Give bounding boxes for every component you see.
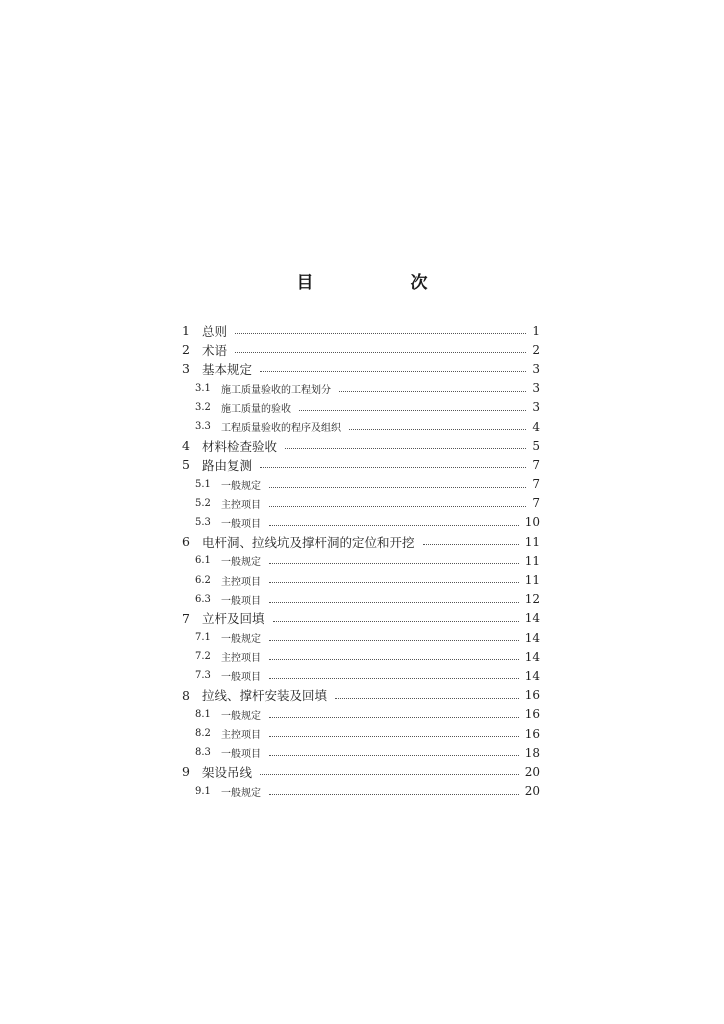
toc-entry-label: 一般项目 [221, 672, 261, 684]
toc-entry-number: 5.2 [195, 497, 211, 509]
toc-entry-label: 一般规定 [221, 787, 261, 799]
table-of-contents [0, 321, 724, 801]
toc-dot-leader [269, 659, 519, 660]
toc-chapter-entry[interactable] [0, 321, 724, 340]
toc-entry-label: 拉线、撑杆安装及回填 [202, 688, 328, 704]
toc-entry-label: 电杆洞、拉线坑及撑杆洞的定位和开挖 [202, 534, 415, 550]
toc-dot-leader [269, 640, 519, 641]
toc-section-entry[interactable] [0, 743, 724, 762]
toc-entry-number: 7.2 [195, 651, 211, 663]
toc-dot-leader [423, 544, 519, 545]
toc-dot-leader [269, 525, 519, 526]
toc-dot-leader [285, 448, 526, 449]
toc-section-entry[interactable] [0, 398, 724, 417]
toc-chapter-entry[interactable] [0, 762, 724, 781]
toc-entry-number: 1 [182, 323, 190, 339]
page-title: 目 次 [296, 273, 468, 293]
toc-dot-leader [269, 736, 519, 737]
toc-entry-number: 3.3 [195, 421, 211, 433]
toc-entry-number: 9.1 [195, 785, 211, 797]
toc-entry-number: 3.1 [195, 382, 211, 394]
toc-entry-label: 架设吊线 [202, 764, 253, 780]
toc-entry-page: 14 [524, 668, 540, 683]
toc-chapter-entry[interactable] [0, 532, 724, 551]
toc-entry-page: 18 [524, 745, 540, 760]
toc-section-entry[interactable] [0, 647, 724, 666]
toc-dot-leader [339, 391, 526, 392]
toc-entry-label: 一般规定 [221, 557, 261, 569]
toc-entry-page: 16 [524, 726, 540, 741]
toc-entry-page: 11 [524, 573, 540, 588]
toc-entry-page: 14 [524, 611, 540, 626]
toc-entry-number: 8.2 [195, 728, 211, 740]
toc-section-entry[interactable] [0, 475, 724, 494]
toc-section-entry[interactable] [0, 666, 724, 685]
toc-section-entry[interactable] [0, 705, 724, 724]
toc-section-entry[interactable] [0, 513, 724, 532]
toc-entry-page: 3 [532, 381, 540, 396]
toc-entry-number: 5 [182, 457, 190, 473]
toc-entry-number: 5.1 [195, 478, 211, 490]
toc-dot-leader [269, 602, 519, 603]
toc-entry-number: 6.2 [195, 574, 211, 586]
toc-entry-page: 11 [524, 534, 540, 549]
toc-entry-label: 一般项目 [221, 518, 261, 530]
toc-dot-leader [260, 774, 519, 775]
toc-entry-label: 工程质量验收的程序及组织 [221, 423, 341, 435]
toc-entry-label: 材料检查验收 [202, 438, 278, 454]
toc-entry-number: 6 [182, 534, 190, 550]
toc-dot-leader [335, 698, 519, 699]
toc-dot-leader [235, 352, 526, 353]
toc-dot-leader [273, 621, 519, 622]
toc-chapter-entry[interactable] [0, 609, 724, 628]
toc-chapter-entry[interactable] [0, 455, 724, 474]
toc-entry-page: 11 [524, 553, 540, 568]
toc-dot-leader [269, 755, 519, 756]
toc-entry-page: 7 [532, 496, 540, 511]
toc-section-entry[interactable] [0, 417, 724, 436]
toc-entry-label: 一般项目 [221, 749, 261, 761]
toc-entry-label: 一般规定 [221, 634, 261, 646]
toc-dot-leader [349, 429, 526, 430]
toc-chapter-entry[interactable] [0, 359, 724, 378]
toc-entry-page: 7 [532, 477, 540, 492]
toc-entry-label: 主控项目 [221, 730, 261, 742]
toc-entry-number: 5.3 [195, 516, 211, 528]
toc-entry-label: 一般规定 [221, 480, 261, 492]
toc-entry-number: 6.3 [195, 593, 211, 605]
toc-entry-page: 5 [532, 438, 540, 453]
toc-entry-page: 2 [532, 342, 540, 357]
toc-entry-page: 16 [524, 707, 540, 722]
toc-dot-leader [235, 333, 526, 334]
toc-entry-page: 20 [524, 784, 540, 799]
toc-entry-label: 主控项目 [221, 499, 261, 511]
toc-dot-leader [260, 467, 526, 468]
toc-entry-label: 基本规定 [202, 361, 253, 377]
toc-entry-label: 施工质量验收的工程划分 [221, 384, 331, 396]
toc-chapter-entry[interactable] [0, 340, 724, 359]
toc-entry-number: 9 [182, 764, 190, 780]
toc-entry-number: 8 [182, 687, 190, 703]
toc-entry-number: 3.2 [195, 401, 211, 413]
toc-section-entry[interactable] [0, 551, 724, 570]
toc-entry-label: 路由复测 [202, 457, 253, 473]
toc-entry-page: 10 [524, 515, 540, 530]
toc-dot-leader [269, 506, 526, 507]
toc-entry-page: 4 [532, 419, 540, 434]
toc-dot-leader [269, 487, 526, 488]
toc-section-entry[interactable] [0, 570, 724, 589]
toc-dot-leader [269, 794, 519, 795]
toc-dot-leader [269, 678, 519, 679]
toc-entry-number: 8.3 [195, 747, 211, 759]
toc-entry-number: 7.3 [195, 670, 211, 682]
toc-entry-number: 3 [182, 361, 190, 377]
toc-entry-label: 施工质量的验收 [221, 403, 291, 415]
toc-entry-label: 立杆及回填 [202, 611, 265, 627]
toc-dot-leader [269, 563, 519, 564]
toc-entry-page: 16 [524, 688, 540, 703]
toc-entry-number: 2 [182, 342, 190, 358]
toc-entry-label: 一般项目 [221, 595, 261, 607]
toc-entry-number: 7.1 [195, 632, 211, 644]
toc-section-entry[interactable] [0, 724, 724, 743]
toc-chapter-entry[interactable] [0, 686, 724, 705]
toc-entry-page: 3 [532, 400, 540, 415]
toc-entry-label: 主控项目 [221, 576, 261, 588]
toc-entry-number: 8.1 [195, 708, 211, 720]
toc-entry-page: 7 [532, 457, 540, 472]
toc-section-entry[interactable] [0, 628, 724, 647]
toc-entry-number: 4 [182, 438, 190, 454]
toc-dot-leader [269, 717, 519, 718]
toc-entry-label: 总则 [202, 323, 228, 339]
toc-entry-page: 12 [524, 592, 540, 607]
toc-entry-number: 7 [182, 610, 190, 626]
toc-entry-page: 1 [532, 323, 540, 338]
toc-section-entry[interactable] [0, 379, 724, 398]
toc-chapter-entry[interactable] [0, 436, 724, 455]
toc-entry-page: 3 [532, 361, 540, 376]
toc-entry-label: 一般规定 [221, 710, 261, 722]
toc-entry-label: 术语 [202, 342, 228, 358]
toc-section-entry[interactable] [0, 590, 724, 609]
toc-entry-page: 20 [524, 764, 540, 779]
toc-section-entry[interactable] [0, 494, 724, 513]
toc-entry-page: 14 [524, 649, 540, 664]
toc-dot-leader [260, 371, 526, 372]
toc-dot-leader [269, 582, 519, 583]
toc-entry-number: 6.1 [195, 555, 211, 567]
toc-entry-page: 14 [524, 630, 540, 645]
toc-entry-label: 主控项目 [221, 653, 261, 665]
toc-section-entry[interactable] [0, 782, 724, 801]
toc-dot-leader [299, 410, 526, 411]
